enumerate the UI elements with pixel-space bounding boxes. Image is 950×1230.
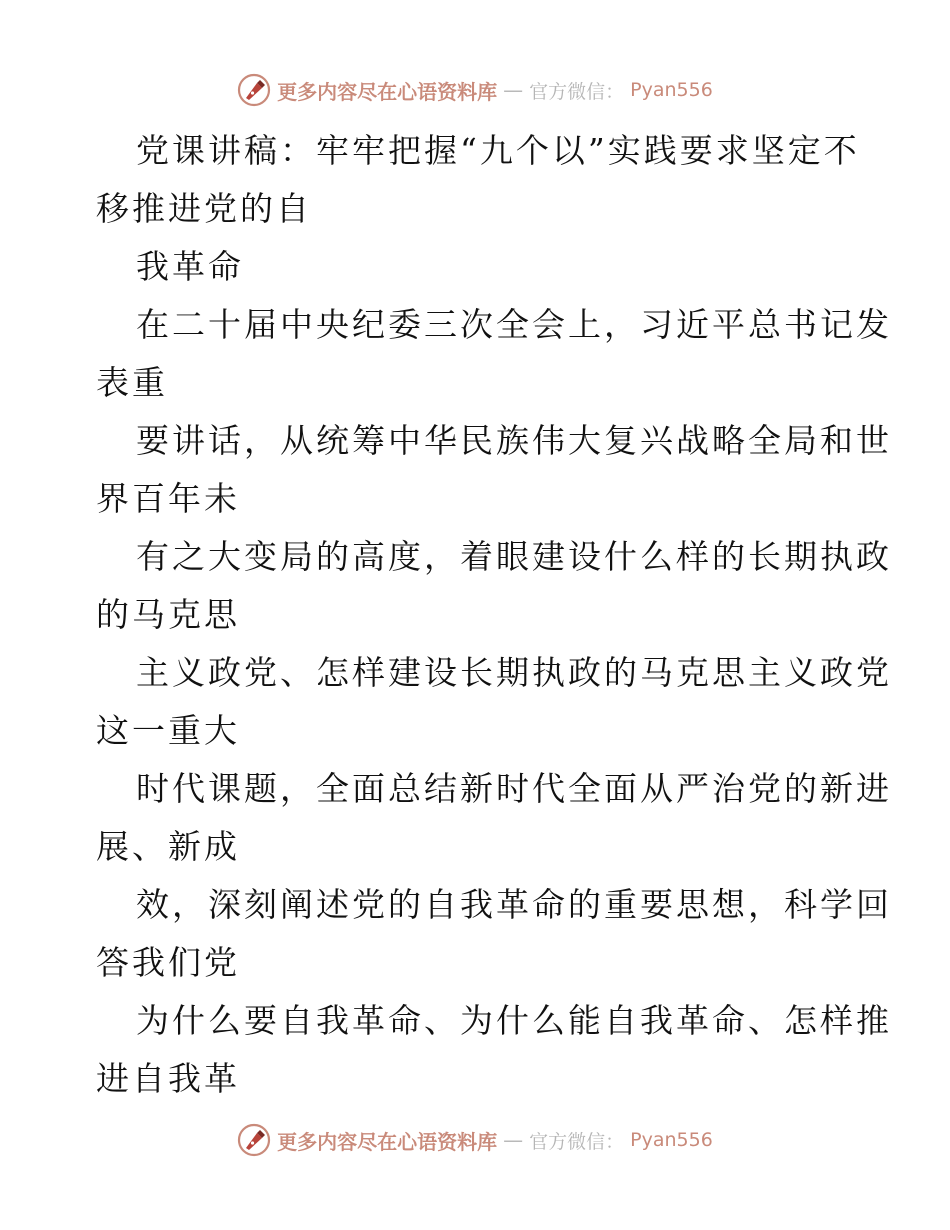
header-banner <box>0 70 950 110</box>
paragraph-line: 为什么要自我革命、为什么能自我革命、怎样推 <box>136 1001 892 1040</box>
paragraph-line: 界百年未 <box>96 479 240 518</box>
footer-brand-text: 更多内容尽在心语资料库 <box>277 1129 498 1154</box>
header-wechat-label: 官方微信： <box>529 80 625 103</box>
paragraph-line: 时代课题，全面总结新时代全面从严治党的新进 <box>136 769 892 808</box>
paragraph-line: 在二十届中央纪委三次全会上，习近平总书记发 <box>136 305 892 344</box>
document-body <box>96 122 892 1108</box>
paragraph-line: 要讲话，从统筹中华民族伟大复兴战略全局和世 <box>136 421 892 460</box>
footer-wechat-id: Pyan556 <box>630 1129 713 1151</box>
paragraph-line: 这一重大 <box>96 711 240 750</box>
paragraph-line: 的马克思 <box>96 595 240 634</box>
header-wechat-id: Pyan556 <box>630 79 713 101</box>
title-line-2: 移推进党的自 <box>96 189 312 228</box>
footer-banner <box>0 1120 950 1160</box>
footer-separator: — <box>503 1128 524 1152</box>
paragraph-line: 进自我革 <box>96 1059 240 1098</box>
pen-nib-logo-icon <box>237 1123 271 1157</box>
paragraph-line: 主义政党、怎样建设长期执政的马克思主义政党 <box>136 653 892 692</box>
paragraph-line: 有之大变局的高度，着眼建设什么样的长期执政 <box>136 537 892 576</box>
title-line-1: 党课讲稿：牢牢把握“九个以”实践要求坚定不 <box>136 131 860 170</box>
paragraph-line: 答我们党 <box>96 943 240 982</box>
header-brand-text: 更多内容尽在心语资料库 <box>277 79 498 104</box>
title-line-3: 我革命 <box>136 247 244 286</box>
header-separator: — <box>503 78 524 102</box>
paragraph-line: 表重 <box>96 363 168 402</box>
footer-wechat-label: 官方微信： <box>529 1130 625 1153</box>
pen-nib-logo-icon <box>237 73 271 107</box>
paragraph-line: 展、新成 <box>96 827 240 866</box>
paragraph-line: 效，深刻阐述党的自我革命的重要思想，科学回 <box>136 885 892 924</box>
